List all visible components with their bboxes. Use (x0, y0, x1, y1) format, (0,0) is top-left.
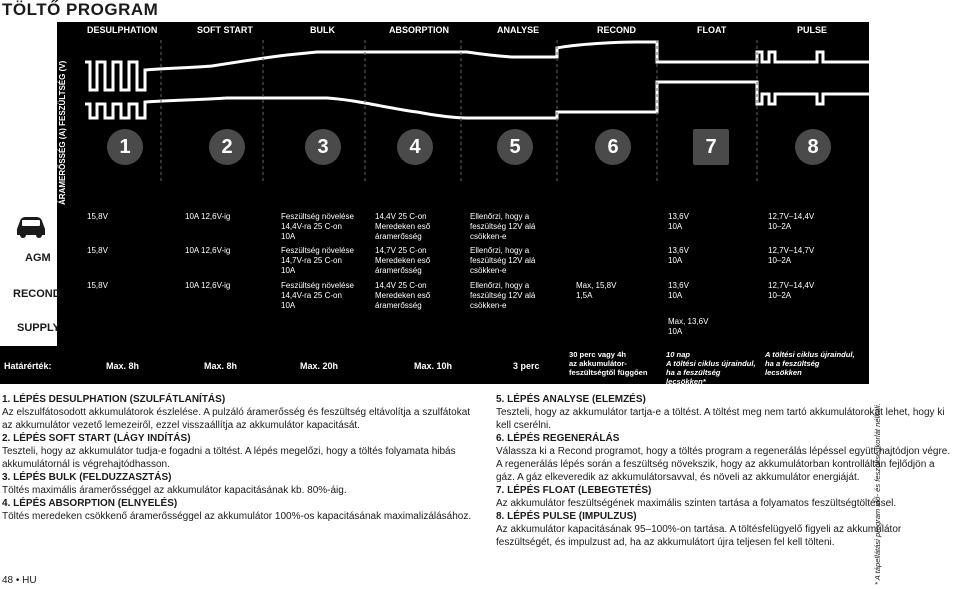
cell-absorption-recond: 14,4V 25 C-on Meredeken eső áramerősség (375, 281, 431, 310)
step5-heading: 5. LÉPÉS ANALYSE (ELEMZÉS) (496, 394, 646, 405)
row-label-supply: SUPPLY (17, 322, 61, 334)
cell-float-agm: 13,6V 10A (668, 246, 689, 265)
cell-softstart-standard: 10A 12,6V-ig (185, 212, 231, 221)
description-right (496, 393, 956, 549)
limit-desulph: Max. 8h (106, 361, 140, 371)
cell-desulph-standard: 15,8V (87, 212, 108, 221)
step6-text: Válassza ki a Recond programot, hogy a töltés program a regenerálás lépéssel együtt hajtódjon végre. A regenerálás lépés során a feszültség növekszik, hogy az akkumulátorban kontrolláltan fejlődjön a gáz. A gáz elkeveredik az akkumulátorsavval, és növeli az akkumulátor energiáját. (496, 446, 951, 483)
step4-text: Töltés meredeken csökkenő áramerősséggel az akkumulátor 100%-os kapacitásának maximalizálásához. (2, 511, 472, 522)
step5-text: Teszteli, hogy az akkumulátor tartja-e a töltést. A töltést meg nem tartó akkumulátorokat lehet, hogy ki kell cserélni. (496, 407, 945, 431)
description-left (2, 393, 472, 523)
step7-text: Az akkumulátor feszültségének maximális szinten tartása a folyamatos feszültségtöltéssel. (496, 498, 897, 509)
cell-bulk-standard: Feszültség növelése 14,4V-ra 25 C-on 10A (281, 212, 354, 241)
step3-text: Töltés maximális áramerősséggel az akkumulátor kapacitásának kb. 80%-áig. (2, 485, 347, 496)
limit-recond-note: 30 perc vagy 4h az akkumulátor- feszültségtől függően (569, 350, 648, 377)
step4-heading: 4. LÉPÉS ABSORPTION (ELNYELÉS) (2, 498, 178, 509)
step8-heading: 8. LÉPÉS PULSE (IMPULZUS) (496, 511, 637, 522)
step1-heading: 1. LÉPÉS DESULPHATION (SZULFÁTLANÍTÁS) (2, 394, 226, 405)
row-label-agm: AGM (25, 252, 51, 264)
car-icon (14, 213, 48, 239)
limit-bulk: Max. 20h (300, 361, 339, 371)
limit-absorption: Max. 10h (414, 361, 453, 371)
step1-text: Az elszulfátosodott akkumulátorok észlelése. A pulzáló áramerősség és feszültség eltávolítja a szulfátokat az akkumulátor vezető lemezeiről, ezzel visszaállítja az akkumulátor kapacitását. (2, 407, 471, 431)
step-number-2: 2 (209, 129, 245, 165)
cell-desulph-recond: 15,8V (87, 281, 108, 290)
cell-pulse-recond: 12,7V–14,4V 10–2A (768, 281, 815, 300)
current-curve (85, 82, 869, 118)
step-number-1: 1 (107, 129, 143, 165)
step-number-4: 4 (397, 129, 433, 165)
phase-absorption: ABSORPTION (389, 25, 450, 35)
page-footer: 48 • HU (2, 575, 37, 586)
cell-float-supply: Max, 13,6V 10A (668, 317, 709, 336)
cell-pulse-agm: 12,7V–14,7V 10–2A (768, 246, 815, 265)
cell-recond-recond: Max, 15,8V 1,5A (576, 281, 617, 300)
phase-desulphation: DESULPHATION (87, 25, 158, 35)
step-number-8: 8 (795, 129, 831, 165)
step-number-3: 3 (305, 129, 341, 165)
step7-heading: 7. LÉPÉS FLOAT (LEBEGTETÉS) (496, 485, 652, 496)
cell-desulph-agm: 15,8V (87, 246, 108, 255)
step2-heading: 2. LÉPÉS SOFT START (LÁGY INDÍTÁS) (2, 433, 191, 444)
cell-bulk-agm: Feszültség növelése 14,7V-ra 25 C-on 10A (281, 246, 354, 275)
cell-analyse-agm: Ellenőrzi, hogy a feszültség 12V alá csökken-e (470, 246, 536, 275)
phase-pulse: PULSE (797, 25, 828, 35)
cell-float-recond: 13,6V 10A (668, 281, 689, 300)
step-number-7: 7 (693, 129, 729, 165)
limit-label: Határérték: (4, 361, 52, 371)
row-label-recond: RECOND (13, 288, 61, 300)
limit-float-note: 10 nap A töltési ciklus újraindul, ha a feszültség lecsökken* (666, 350, 756, 386)
cell-analyse-recond: Ellenőrzi, hogy a feszültség 12V alá csökken-e (470, 281, 536, 310)
limit-softstart: Max. 8h (204, 361, 238, 371)
vertical-axis-label: ÁRAMERŐSSÉG (A) FESZÜLTSÉG (V) (58, 60, 67, 205)
page-title: TÖLTŐ PROGRAM (2, 0, 159, 19)
side-footnote: * A tápellátási program idő- és feszültségkorlát nélküli. (873, 403, 882, 585)
step-number-6: 6 (595, 129, 631, 165)
step8-text: Az akkumulátor kapacitásának 95–100%-on tartása. A töltésfelügyelő figyeli az akkumulátor feszültségét, és impulzust ad, ha az akkumulátort újra teljesen fel kell tölteni. (496, 524, 902, 548)
cell-bulk-recond: Feszültség növelése 14,4V-ra 25 C-on 10A (281, 281, 354, 310)
cell-analyse-standard: Ellenőrzi, hogy a feszültség 12V alá csökken-e (470, 212, 536, 241)
step6-heading: 6. LÉPÉS REGENERÁLÁS (496, 433, 620, 444)
phase-analyse: ANALYSE (497, 25, 540, 35)
phase-soft-start: SOFT START (197, 25, 253, 35)
limit-pulse-note: A töltési ciklus újraindul, ha a feszültség lecsökken (765, 350, 855, 377)
step-number-5: 5 (497, 129, 533, 165)
cell-softstart-agm: 10A 12,6V-ig (185, 246, 231, 255)
phase-recond: RECOND (597, 25, 637, 35)
limit-analyse: 3 perc (513, 361, 540, 371)
cell-absorption-standard: 14,4V 25 C-on Meredeken eső áramerősség (375, 212, 431, 241)
cell-absorption-agm: 14,7V 25 C-on Meredeken eső áramerősség (375, 246, 431, 275)
phase-float: FLOAT (697, 25, 727, 35)
cell-float-standard: 13,6V 10A (668, 212, 689, 231)
step2-text: Teszteli, hogy az akkumulátor tudja-e fogadni a töltést. A lépés megelőzi, hogy a töltés folyamata hibás akkumulátornál is végrehajtódhasson. (2, 446, 456, 470)
phase-bulk: BULK (310, 25, 335, 35)
charge-program-panel (57, 22, 869, 384)
charge-curves (57, 22, 869, 182)
cell-softstart-recond: 10A 12,6V-ig (185, 281, 231, 290)
step3-heading: 3. LÉPÉS BULK (FELDUZZASZTÁS) (2, 472, 172, 483)
cell-pulse-standard: 12,7V–14,4V 10–2A (768, 212, 815, 231)
